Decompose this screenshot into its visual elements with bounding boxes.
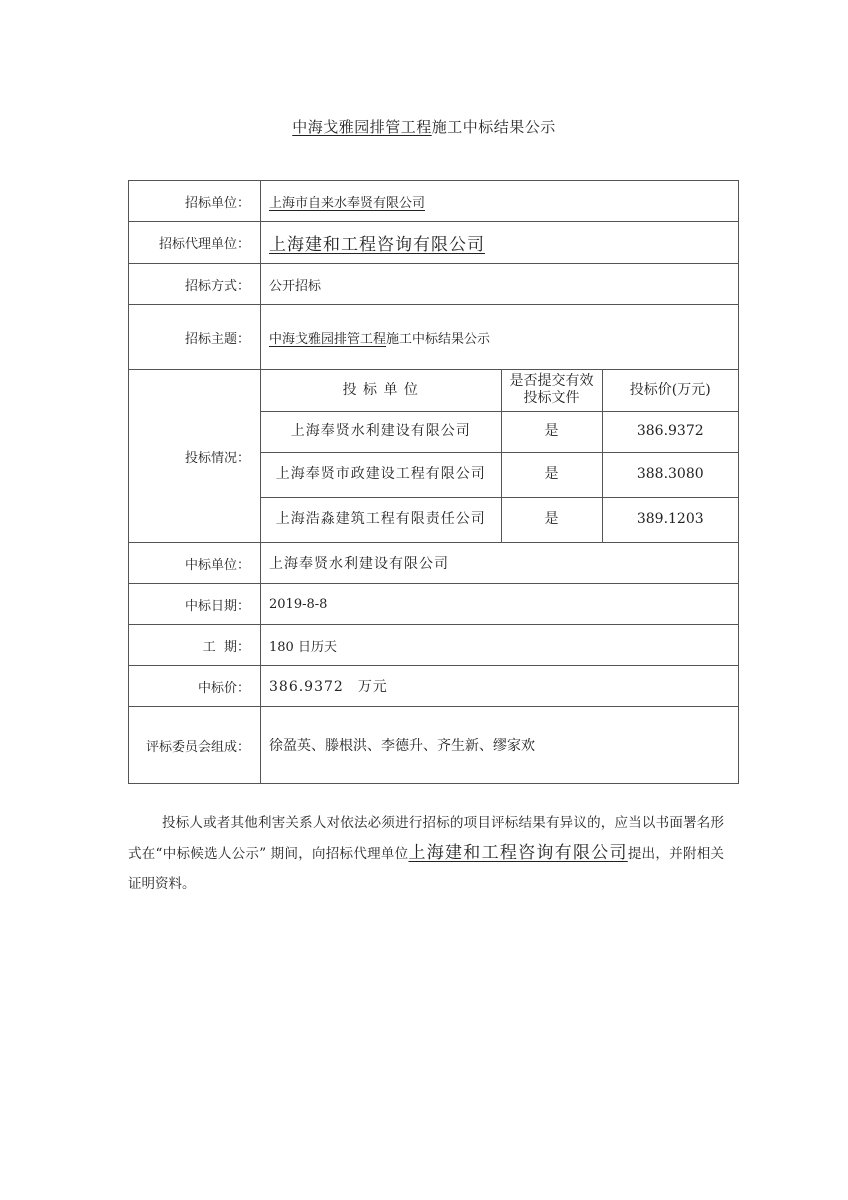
bids-label: 投标情况： [129,370,261,543]
committee-value: 徐盈英、滕根洪、李德升、齐生新、缪家欢 [261,707,739,784]
duration-label: 工 期： [129,625,261,666]
title-project: 中海戈雅园排管工程 [292,118,432,136]
row-winner [129,543,739,584]
bid-price: 389.1203 [602,497,738,542]
row-subject [129,305,739,370]
row-agent [129,222,739,264]
row-bids [129,370,739,543]
table-row [261,497,738,542]
subject-label: 招标主题： [129,305,261,370]
winner-label: 中标单位： [129,543,261,584]
bid-company: 上海奉贤市政建设工程有限公司 [261,452,501,497]
bid-price: 388.3080 [602,452,738,497]
page-title [0,116,848,137]
win-price-value: 386.9372 [269,679,344,695]
bid-price: 386.9372 [602,411,738,452]
row-committee [129,707,739,784]
row-win-price [129,666,739,707]
win-price-label: 中标价： [129,666,261,707]
bids-table [261,370,738,542]
win-date-value: 2019-8-8 [261,584,739,625]
subject-value: 中海戈雅园排管工程施工中标结果公示 [261,305,739,370]
table-row [261,411,738,452]
duration-value: 180 日历天 [261,625,739,666]
title-suffix: 施工中标结果公示 [431,118,556,136]
row-duration [129,625,739,666]
notice-agent: 上海建和工程咨询有限公司 [408,843,628,863]
agent-value: 上海建和工程咨询有限公司 [269,235,485,255]
bids-header-valid: 是否提交有效投标文件 [501,370,602,411]
row-win-date [129,584,739,625]
bid-valid: 是 [501,411,602,452]
tenderer-value: 上海市自来水奉贤有限公司 [269,195,426,211]
method-label: 招标方式： [129,264,261,305]
table-row [261,452,738,497]
bids-header-company: 投 标 单 位 [261,370,501,411]
row-method [129,264,739,305]
result-table [128,180,739,784]
bid-company: 上海浩淼建筑工程有限责任公司 [261,497,501,542]
tenderer-label: 招标单位： [129,181,261,222]
bids-header-row [261,370,738,411]
row-tenderer [129,181,739,222]
notice-text-before: 投标人或者其他利害关系人对依法必须进行招标的项目评标结果有异议的，应当以书面署名形式在“中标候选人公示” 期间，向招标代理单位 [128,815,724,862]
agent-label: 招标代理单位： [129,222,261,264]
committee-label: 评标委员会组成： [129,707,261,784]
method-value: 公开招标 [261,264,739,305]
win-price-unit: 万元 [357,679,388,695]
bid-valid: 是 [501,497,602,542]
bid-valid: 是 [501,452,602,497]
winner-value: 上海奉贤水利建设有限公司 [261,543,739,584]
bids-header-price: 投标价(万元) [602,370,738,411]
notice-text-after: 提出，并附相关证明资料。 [128,846,725,892]
win-date-label: 中标日期： [129,584,261,625]
bid-company: 上海奉贤水利建设有限公司 [261,411,501,452]
objection-notice [128,808,724,899]
